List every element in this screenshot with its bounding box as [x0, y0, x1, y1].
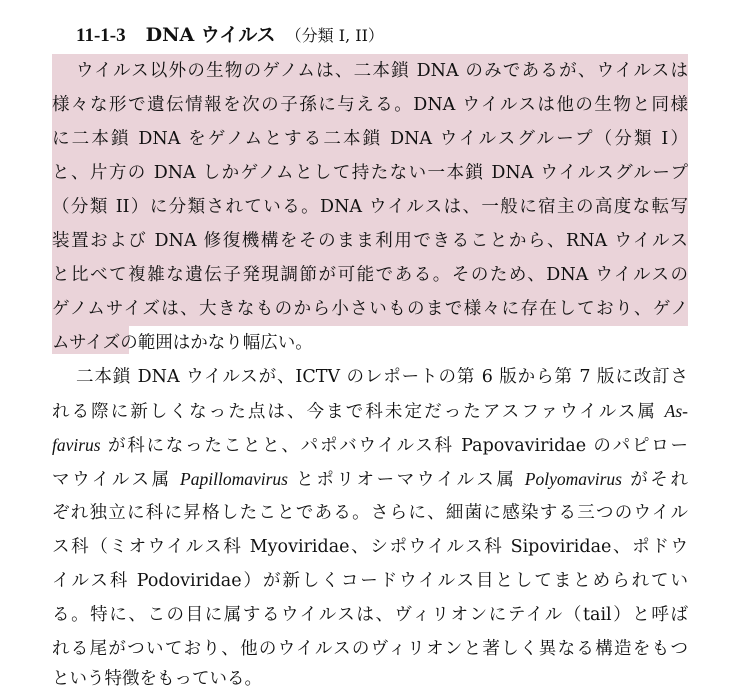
text-line: 二本鎖 DNA ウイルスが、ICTV のレポートの第 6 版から第 7 版に改訂さ — [76, 367, 688, 387]
text-line: ス科（ミオウイルス科 Myoviridae、シポウイルス科 Sipoviridae、ポドウ — [52, 537, 688, 557]
text-line: ゲノムサイズは、大きなものから小さいものまで様々に存在しており、ゲノ — [52, 299, 688, 319]
italic-genus: favirus — [52, 435, 101, 455]
text-line: れる際に新しくなった点は、今まで科未定だったアスファウイルス属 As- — [52, 401, 688, 422]
text-line: マウイルス属 Papillomavirus とポリオーマウイルス属 Polyomavirus がそれ — [52, 469, 688, 490]
text-line: イルス科 Podoviridae）が新しくコードウイルス目としてまとめられてい — [52, 571, 688, 591]
text-line: ウイルス以外の生物のゲノムは、二本鎖 DNA のみであるが、ウイルスは — [76, 61, 688, 81]
text-line: favirus が科になったことと、パポバウイルス科 Papovaviridae のパピロー — [52, 435, 688, 456]
text-line: る。特に、この目に属するウイルスは、ヴィリオンにテイル（tail）と呼ば — [52, 605, 688, 625]
section-category: （分類 I, II） — [285, 26, 384, 45]
text-line: という特徴をもっている。 — [52, 669, 262, 689]
text-line: と、片方の DNA しかゲノムとして持たない一本鎖 DNA ウイルスグループ — [52, 163, 688, 183]
text-line: ムサイズの範囲はかなり幅広い。 — [52, 333, 313, 353]
italic-genus: Polyomavirus — [524, 469, 622, 489]
text-line: れる尾がついており、他のウイルスのヴィリオンと著しく異なる構造をもつ — [52, 639, 688, 659]
section-title: DNA ウイルス — [145, 24, 276, 46]
section-number: 11-1-3 — [76, 25, 126, 46]
text-line: と比べて複雑な遺伝子発現調節が可能である。そのため、DNA ウイルスの — [52, 265, 688, 285]
italic-genus: As- — [664, 401, 688, 421]
italic-genus: Papillomavirus — [180, 469, 288, 489]
text-line: ぞれ独立に科に昇格したことである。さらに、細菌に感染する三つのウイル — [52, 503, 688, 523]
text-line: （分類 II）に分類されている。DNA ウイルスは、一般に宿主の高度な転写 — [52, 197, 688, 217]
text-line: に二本鎖 DNA をゲノムとする二本鎖 DNA ウイルスグループ（分類 I） — [52, 129, 688, 149]
section-heading — [76, 20, 384, 50]
text-line: 様々な形で遺伝情報を次の子孫に与える。DNA ウイルスは他の生物と同様 — [52, 95, 688, 115]
text-line: 装置および DNA 修復機構をそのまま利用できることから、RNA ウイルス — [52, 231, 688, 251]
